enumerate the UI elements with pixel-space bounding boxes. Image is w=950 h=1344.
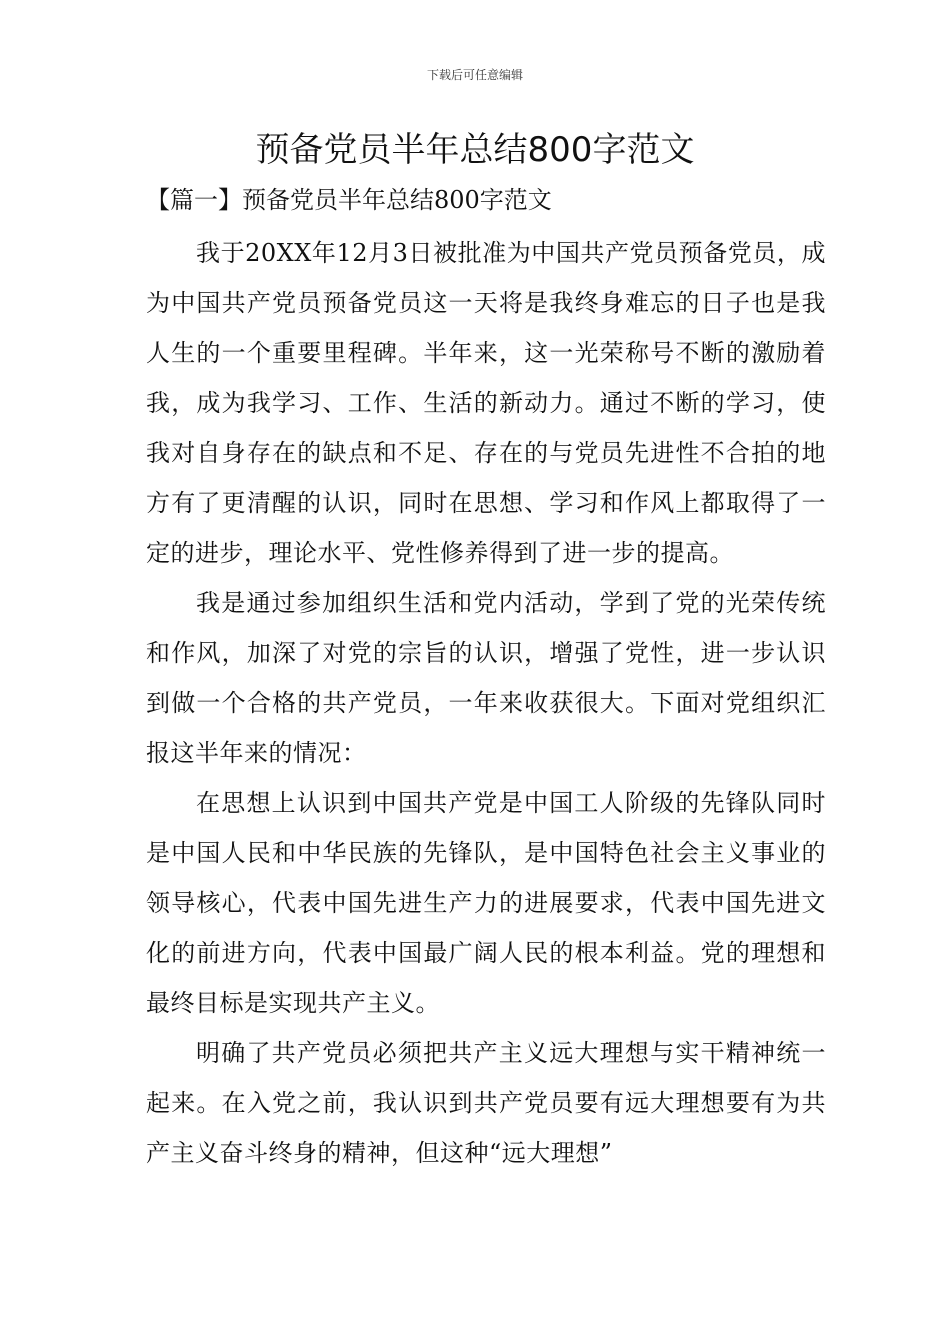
paragraph-4: 明确了共产党员必须把共产主义远大理想与实干精神统一起来。在入党之前，我认识到共产党员要有远大理想要有为共产主义奋斗终身的精神，但这种“远大理想” (146, 1039, 826, 1167)
body-text (146, 228, 826, 1178)
header-note: 下载后可任意编辑 (426, 68, 523, 82)
document-title: 预备党员半年总结800字范文 (255, 130, 695, 170)
paragraph-2: 我是通过参加组织生活和党内活动，学到了党的光荣传统和作风，加深了对党的宗旨的认识，增强了党性，进一步认识到做一个合格的共产党员，一年来收获很大。下面对党组织汇报这半年来的情况： (146, 589, 826, 767)
section-heading: 【篇一】预备党员半年总结800字范文 (146, 186, 552, 214)
paragraph-3: 在思想上认识到中国共产党是中国工人阶级的先锋队同时是中国人民和中华民族的先锋队，是中国特色社会主义事业的领导核心，代表中国先进生产力的进展要求，代表中国先进文化的前进方向，代表中国最广阔人民的根本利益。党的理想和最终目标是实现共产主义。 (146, 789, 826, 1017)
paragraph-1: 我于20XX年12月3日被批准为中国共产党员预备党员，成为中国共产党员预备党员这一天将是我终身难忘的日子也是我人生的一个重要里程碑。半年来，这一光荣称号不断的激励着我，成为我学习、工作、生活的新动力。通过不断的学习，使我对自身存在的缺点和不足、存在的与党员先进性不合拍的地方有了更清醒的认识，同时在思想、学习和作风上都取得了一定的进步，理论水平、党性修养得到了进一步的提高。 (146, 239, 826, 567)
